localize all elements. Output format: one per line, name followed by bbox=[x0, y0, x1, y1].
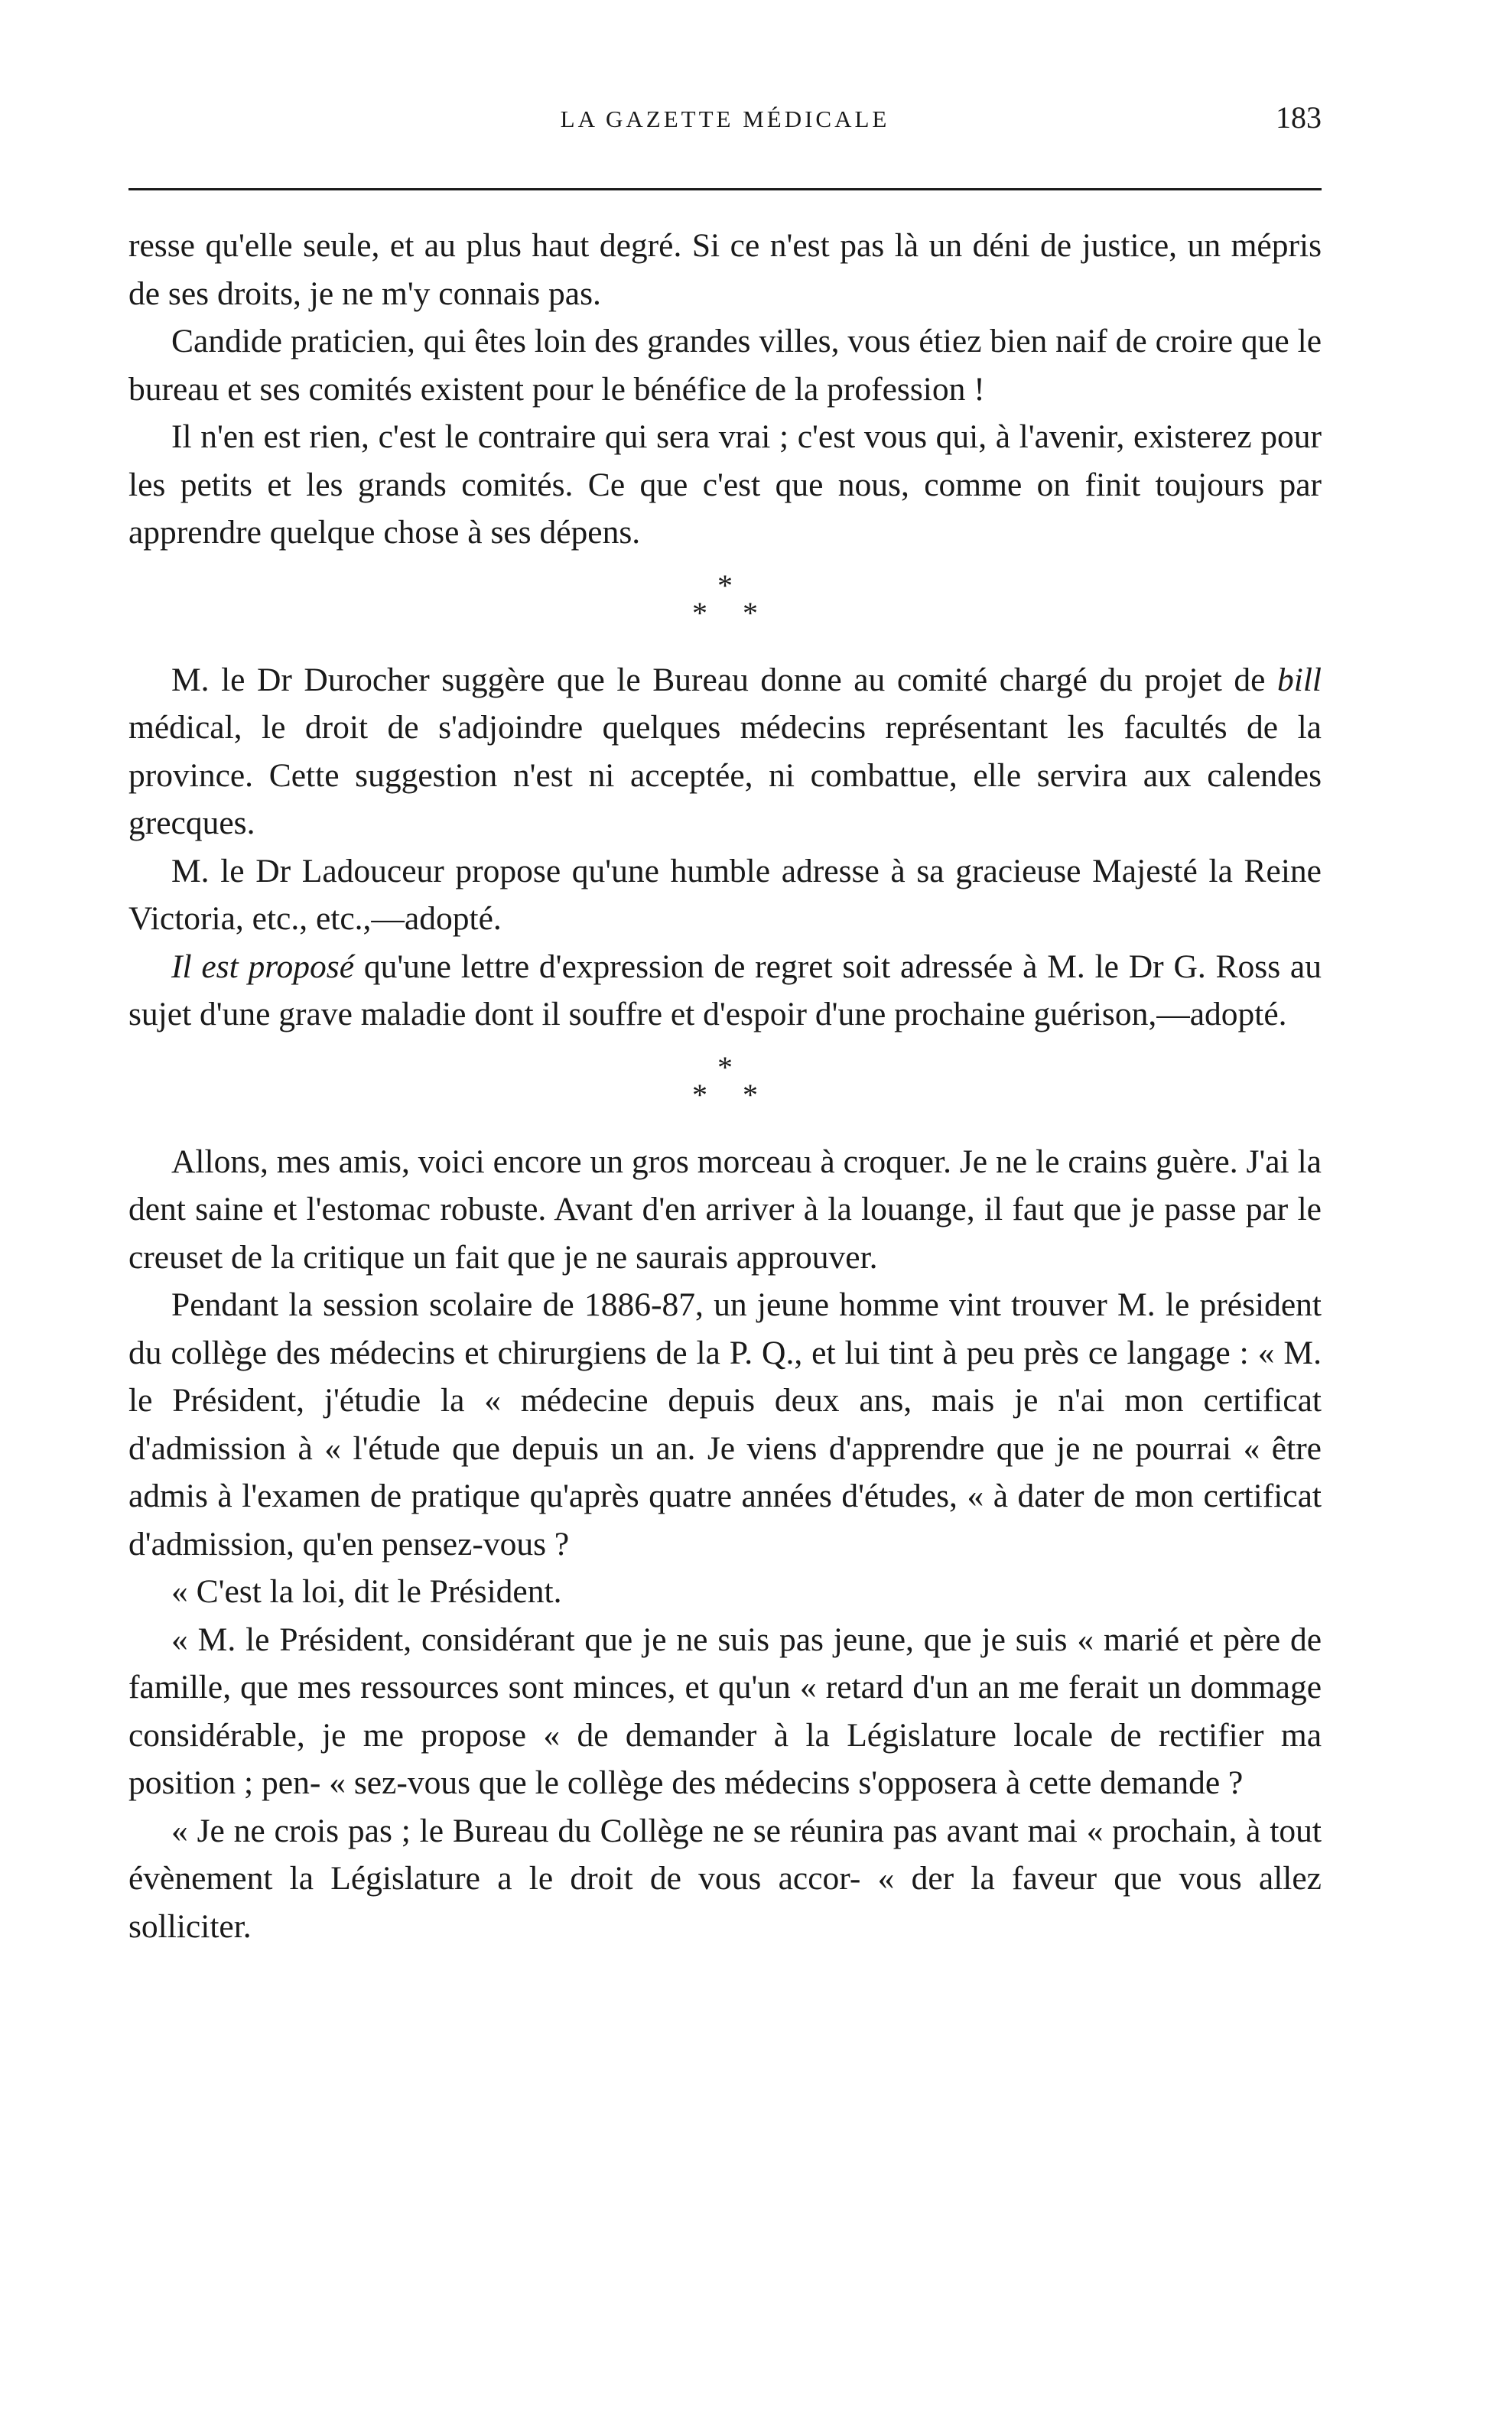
header-rule bbox=[128, 188, 1322, 190]
paragraph: Il n'en est rien, c'est le contraire qui sera vrai ; c'est vous qui, à l'avenir, existerez pour les petits et les grands comités. Ce que c'est que nous, comme on finit toujours par apprendre quelque chose à ses dépens. bbox=[128, 418, 1322, 551]
paragraph: resse qu'elle seule, et au plus haut degré. Si ce n'est pas là un déni de justice, un mépris de ses droits, je ne m'y connais pas. bbox=[128, 227, 1322, 312]
asterism-top: * bbox=[717, 567, 733, 603]
paragraph: Candide praticien, qui êtes loin des grandes villes, vous étiez bien naif de croire que le bureau et ses comités existent pour le bénéfice de la profession ! bbox=[128, 323, 1322, 408]
paragraph: « Je ne crois pas ; le Bureau du Collège ne se réunira pas avant mai « prochain, à tout évènement la Législature a le droit de vous accor- « der la faveur que vous allez solliciter. bbox=[128, 1812, 1322, 1945]
paragraph bbox=[128, 943, 1322, 1039]
text-segment: médical, le droit de s'adjoindre quelques médecins représentant les facultés de la province. Cette suggestion n'est ni acceptée, ni combattue, elle servira aux calendes grecques. bbox=[128, 709, 1322, 841]
text-segment: qu'une lettre d'expression de regret soit adressée à M. le Dr G. Ross au sujet d'une grave maladie dont il souffre et d'espoir d'une prochaine guérison,—adopté. bbox=[128, 948, 1322, 1032]
page-number: 183 bbox=[1276, 100, 1322, 135]
book-page bbox=[128, 99, 1322, 1945]
asterism-separator bbox=[128, 557, 1322, 656]
asterism-separator bbox=[128, 1039, 1322, 1138]
text-segment: M. le Dr Durocher suggère que le Bureau donne au comité chargé du projet de bbox=[171, 661, 1266, 698]
italic-phrase: Il est proposé bbox=[171, 948, 355, 985]
paragraph: Pendant la session scolaire de 1886-87, un jeune homme vint trouver M. le président du collège des médecins et chirurgiens de la P. Q., et lui tint à peu près ce langage : « M. le Président, j'étudie la « médecine depuis deux ans, mais je n'ai mon certificat d'admission à « l'étude que depuis un an. Je viens d'apprendre que je ne pourrai « être admis à l'examen de pratique qu'après quatre années d'études, « à dater de mon certificat d'admission, qu'en pensez-vous ? bbox=[128, 1286, 1322, 1562]
italic-term: bill bbox=[1276, 661, 1322, 698]
asterism-bottom: * * bbox=[692, 595, 772, 630]
body-text bbox=[128, 222, 1322, 1950]
paragraph: « M. le Président, considérant que je ne suis pas jeune, que je suis « marié et père de famille, que mes ressources sont minces, et qu'un « retard d'un an me ferait un dommage considérable, je me propose « de demander à la Législature locale de rectifier ma position ; pen- « sez-vous que le collège des médecins s'opposera à cette demande ? bbox=[128, 1621, 1322, 1801]
paragraph: M. le Dr Ladouceur propose qu'une humble adresse à sa gracieuse Majesté la Reine Victoria, etc., etc.,—adopté. bbox=[128, 852, 1322, 937]
paragraph: « C'est la loi, dit le Président. bbox=[171, 1573, 562, 1610]
paragraph bbox=[128, 656, 1322, 847]
running-title: LA GAZETTE MÉDICALE bbox=[560, 106, 890, 132]
running-head bbox=[128, 99, 1322, 153]
asterism-bottom: * * bbox=[692, 1077, 772, 1112]
asterism-top: * bbox=[717, 1049, 733, 1084]
paragraph: Allons, mes amis, voici encore un gros morceau à croquer. Je ne le crains guère. J'ai la dent saine et l'estomac robuste. Avant d'en arriver à la louange, il faut que je passe par le creuset de la critique un fait que je ne saurais approuver. bbox=[128, 1143, 1322, 1276]
